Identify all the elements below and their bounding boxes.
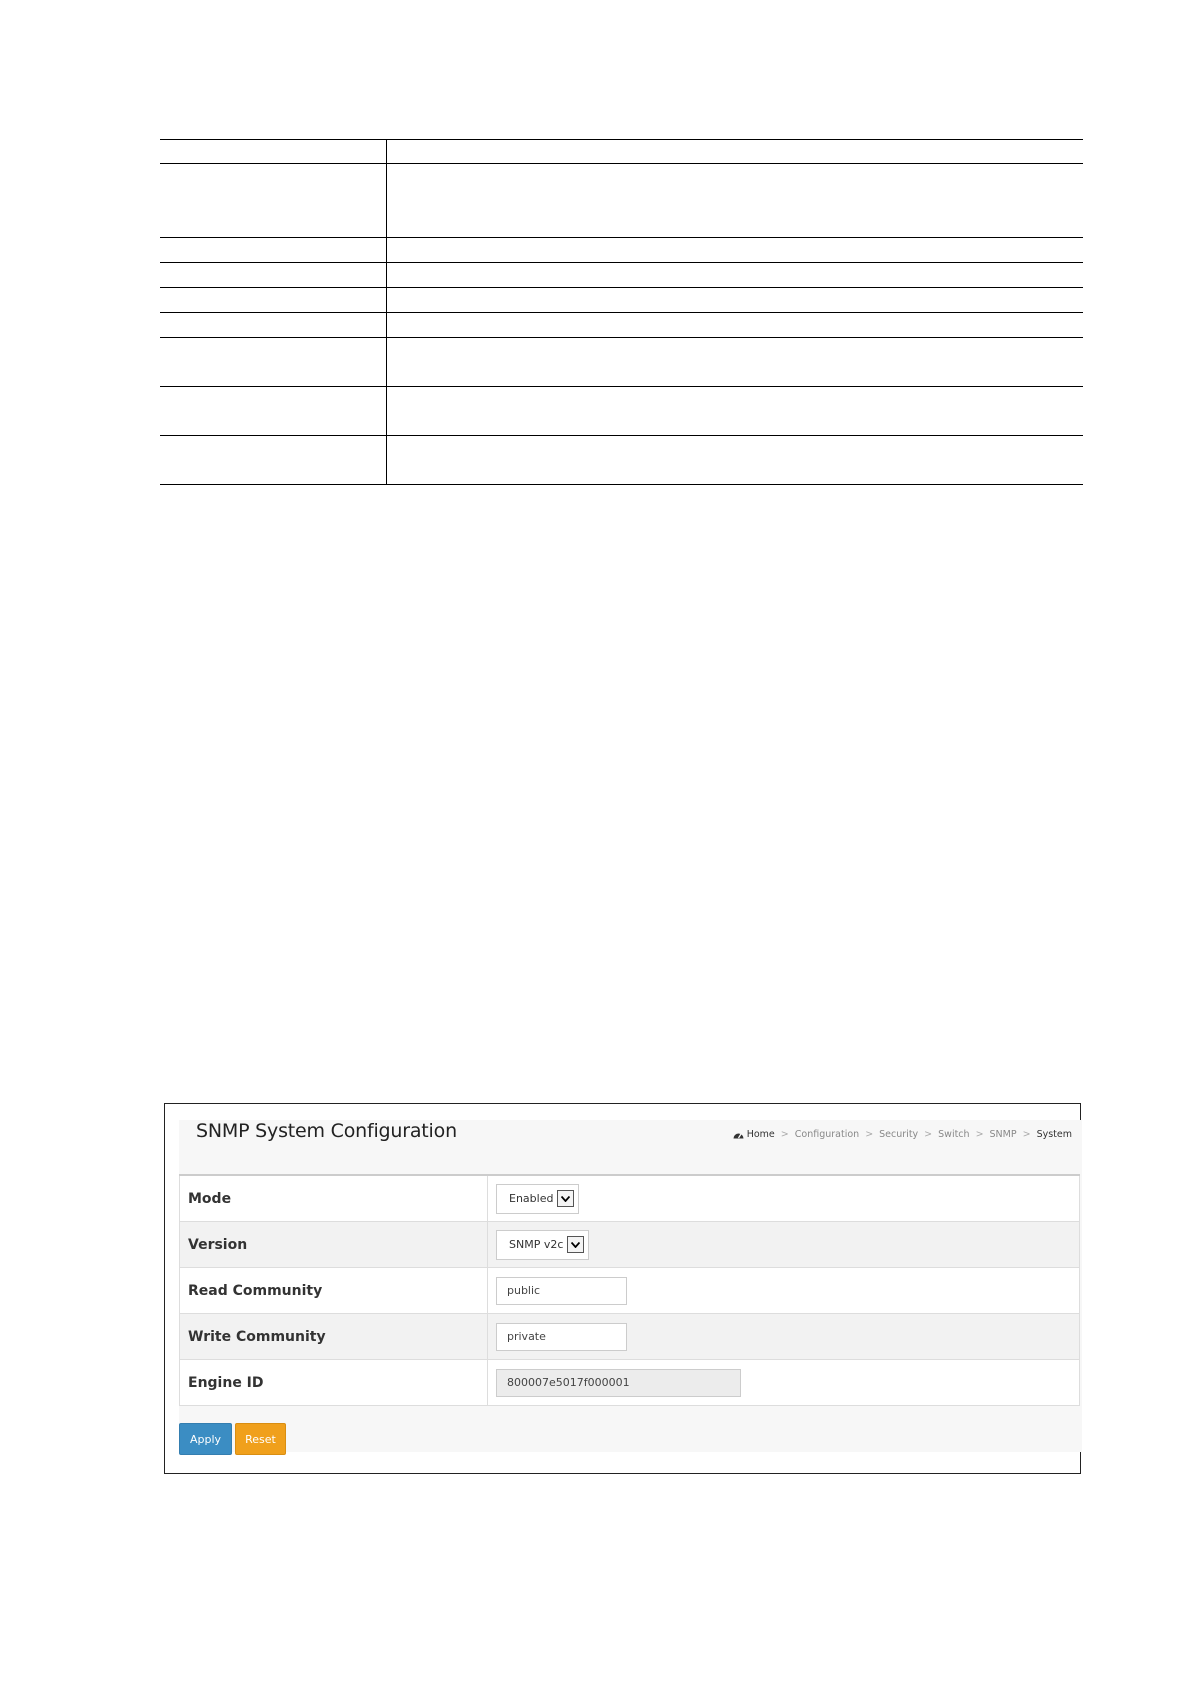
- breadcrumb-item-switch[interactable]: Switch: [938, 1129, 970, 1140]
- write-community-label: Write Community: [180, 1314, 488, 1360]
- breadcrumb-separator: >: [1022, 1129, 1031, 1140]
- chevron-down-icon[interactable]: [557, 1190, 574, 1207]
- table-cell: [160, 263, 387, 288]
- write-community-cell: [488, 1314, 1080, 1360]
- table-cell: [387, 387, 1084, 436]
- table-cell: [387, 338, 1084, 387]
- screenshot-frame: [164, 1103, 1081, 1474]
- version-label: Version: [180, 1222, 488, 1268]
- breadcrumb-separator: >: [924, 1129, 933, 1140]
- table-row: [160, 263, 1083, 288]
- read-community-label: Read Community: [180, 1268, 488, 1314]
- table-cell: [160, 238, 387, 263]
- apply-button[interactable]: Apply: [179, 1423, 232, 1455]
- read-community-cell: [488, 1268, 1080, 1314]
- table-row: [160, 288, 1083, 313]
- table-cell: [387, 288, 1084, 313]
- read-community-input[interactable]: public: [496, 1277, 627, 1305]
- table-cell: [160, 313, 387, 338]
- table-cell: [160, 288, 387, 313]
- table-row: [160, 436, 1083, 485]
- snmp-config-panel: [179, 1120, 1082, 1452]
- table-row: [160, 238, 1083, 263]
- mode-label: Mode: [180, 1175, 488, 1222]
- table-cell: [387, 313, 1084, 338]
- table-cell: [387, 238, 1084, 263]
- breadcrumb-home[interactable]: [733, 1129, 775, 1140]
- chevron-down-icon[interactable]: [567, 1236, 584, 1253]
- table-cell: [387, 436, 1084, 485]
- dashboard-icon: [733, 1130, 744, 1139]
- reset-button[interactable]: Reset: [235, 1423, 286, 1455]
- breadcrumb-current: System: [1036, 1129, 1072, 1140]
- breadcrumb-home-label: Home: [746, 1129, 775, 1140]
- table-row: [160, 387, 1083, 436]
- document-table: [160, 139, 1083, 485]
- version-cell: [488, 1222, 1080, 1268]
- table-cell: [160, 338, 387, 387]
- breadcrumb-separator: >: [975, 1129, 984, 1140]
- breadcrumb-separator: >: [780, 1129, 789, 1140]
- engine-id-cell: [488, 1360, 1080, 1406]
- config-row-engine-id: [180, 1360, 1080, 1406]
- breadcrumb-item-snmp[interactable]: SNMP: [989, 1129, 1017, 1140]
- engine-id-label: Engine ID: [180, 1360, 488, 1406]
- snmp-config-table: [179, 1174, 1080, 1406]
- table-cell: [160, 164, 387, 238]
- table-cell: [160, 140, 387, 164]
- table-row: [160, 338, 1083, 387]
- table-row: [160, 140, 1083, 164]
- config-row-write-community: [180, 1314, 1080, 1360]
- table-row: [160, 164, 1083, 238]
- breadcrumb-item-security[interactable]: Security: [879, 1129, 919, 1140]
- engine-id-input[interactable]: 800007e5017f000001: [496, 1369, 741, 1397]
- mode-select-value: Enabled: [509, 1192, 554, 1205]
- config-row-version: [180, 1222, 1080, 1268]
- mode-select[interactable]: [496, 1184, 579, 1214]
- table-cell: [387, 263, 1084, 288]
- breadcrumb-separator: >: [865, 1129, 874, 1140]
- write-community-input[interactable]: private: [496, 1323, 627, 1351]
- table-cell: [160, 436, 387, 485]
- breadcrumb: [733, 1129, 1072, 1140]
- table-cell: [387, 140, 1084, 164]
- table-row: [160, 313, 1083, 338]
- table-cell: [387, 164, 1084, 238]
- config-row-read-community: [180, 1268, 1080, 1314]
- breadcrumb-item-configuration[interactable]: Configuration: [794, 1129, 860, 1140]
- table-cell: [160, 387, 387, 436]
- version-select-value: SNMP v2c: [509, 1238, 564, 1251]
- config-row-mode: [180, 1175, 1080, 1222]
- page-title: SNMP System Configuration: [196, 1120, 457, 1142]
- version-select[interactable]: [496, 1230, 589, 1260]
- mode-cell: [488, 1175, 1080, 1222]
